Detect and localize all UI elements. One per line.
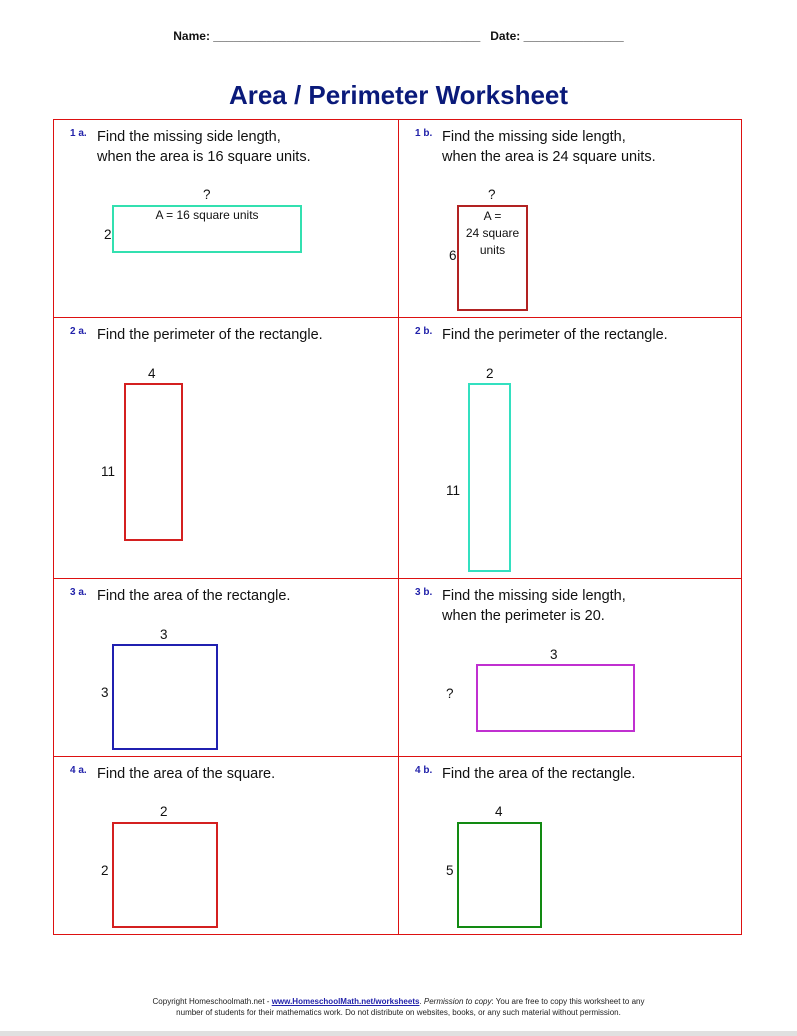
prompt-line: Find the missing side length, (97, 129, 281, 145)
left-side-label: 3 (101, 685, 109, 700)
name-blank[interactable]: ________________________________________ (213, 29, 481, 43)
area-label-line: 24 square (465, 226, 520, 240)
problem-prompt (97, 325, 323, 345)
date-blank[interactable]: _______________ (523, 29, 624, 43)
area-label (459, 208, 526, 259)
problem-number: 4 a. (70, 765, 87, 776)
website-link[interactable]: www.HomeschoolMath.net/worksheets (271, 997, 420, 1006)
footer-line-2: number of students for their mathematics work. Do not distribute on websites, books, or any such material without permission. (176, 1008, 621, 1017)
rectangle-shape (468, 383, 511, 572)
page-title: Area / Perimeter Worksheet (228, 80, 569, 110)
problem-3a (54, 579, 398, 756)
rectangle-shape (112, 205, 302, 253)
left-side-label: 5 (446, 863, 454, 878)
problem-2a (54, 318, 398, 578)
top-side-label: 3 (550, 647, 558, 662)
problem-number: 3 a. (70, 587, 87, 598)
permission-text: : You are free to copy this worksheet to any (491, 997, 645, 1006)
footer-separator: . (419, 997, 424, 1006)
copyright-text: Copyright Homeschoolmath.net - (152, 997, 272, 1006)
name-label: Name: (173, 29, 210, 43)
top-side-label: 2 (160, 804, 168, 819)
problem-prompt (442, 325, 668, 345)
left-side-label: 2 (101, 863, 109, 878)
left-side-label: 11 (101, 464, 116, 479)
problem-4b (399, 757, 743, 934)
prompt-line: when the area is 16 square units. (97, 149, 311, 165)
problem-prompt (97, 764, 275, 784)
rectangle-shape (112, 822, 218, 928)
problem-number: 2 a. (70, 326, 87, 337)
area-label-line: A = (483, 209, 502, 223)
prompt-line: Find the area of the rectangle. (97, 588, 291, 604)
problem-prompt (442, 127, 656, 167)
rectangle-shape (124, 383, 183, 541)
name-date-line (0, 29, 797, 43)
date-label: Date: (490, 29, 521, 43)
permission-label: Permission to copy (423, 997, 492, 1006)
footer-copyright (0, 996, 797, 1018)
prompt-line: Find the perimeter of the rectangle. (442, 327, 668, 343)
top-side-label: 4 (495, 804, 503, 819)
problem-3b (399, 579, 743, 756)
problem-prompt (97, 586, 290, 606)
left-side-label: 11 (446, 483, 461, 498)
problem-prompt (97, 127, 311, 167)
problem-number: 3 b. (415, 587, 433, 598)
top-side-label: 2 (486, 366, 494, 381)
prompt-line: Find the area of the rectangle. (442, 766, 636, 782)
top-side-label: 3 (160, 627, 168, 642)
problem-1a (54, 120, 398, 317)
rectangle-shape (112, 644, 218, 750)
problem-prompt (442, 764, 635, 784)
left-side-label: 6 (449, 248, 457, 263)
prompt-line: when the perimeter is 20. (442, 608, 605, 624)
prompt-line: when the area is 24 square units. (442, 149, 656, 165)
top-side-label: ? (488, 187, 496, 202)
problem-4a (54, 757, 398, 934)
problem-number: 2 b. (415, 326, 433, 337)
prompt-line: Find the perimeter of the rectangle. (97, 327, 323, 343)
prompt-line: Find the missing side length, (442, 588, 626, 604)
problem-number: 1 b. (415, 128, 433, 139)
rectangle-shape (476, 664, 635, 732)
problem-1b (399, 120, 743, 317)
area-label: A = 16 square units (155, 208, 259, 222)
left-side-label: 2 (104, 227, 112, 242)
problem-number: 1 a. (70, 128, 87, 139)
bottom-scroll-edge (0, 1031, 797, 1036)
problem-prompt (442, 586, 626, 626)
left-side-label: ? (446, 686, 454, 701)
rectangle-shape (457, 822, 542, 928)
problem-2b (399, 318, 743, 578)
area-label-line: units (479, 243, 506, 257)
footer-line-1 (0, 996, 797, 1007)
top-side-label: ? (203, 187, 211, 202)
prompt-line: Find the area of the square. (97, 766, 276, 782)
problem-grid (53, 119, 742, 935)
top-side-label: 4 (148, 366, 156, 381)
problem-number: 4 b. (415, 765, 433, 776)
rectangle-shape (457, 205, 528, 311)
prompt-line: Find the missing side length, (442, 129, 626, 145)
